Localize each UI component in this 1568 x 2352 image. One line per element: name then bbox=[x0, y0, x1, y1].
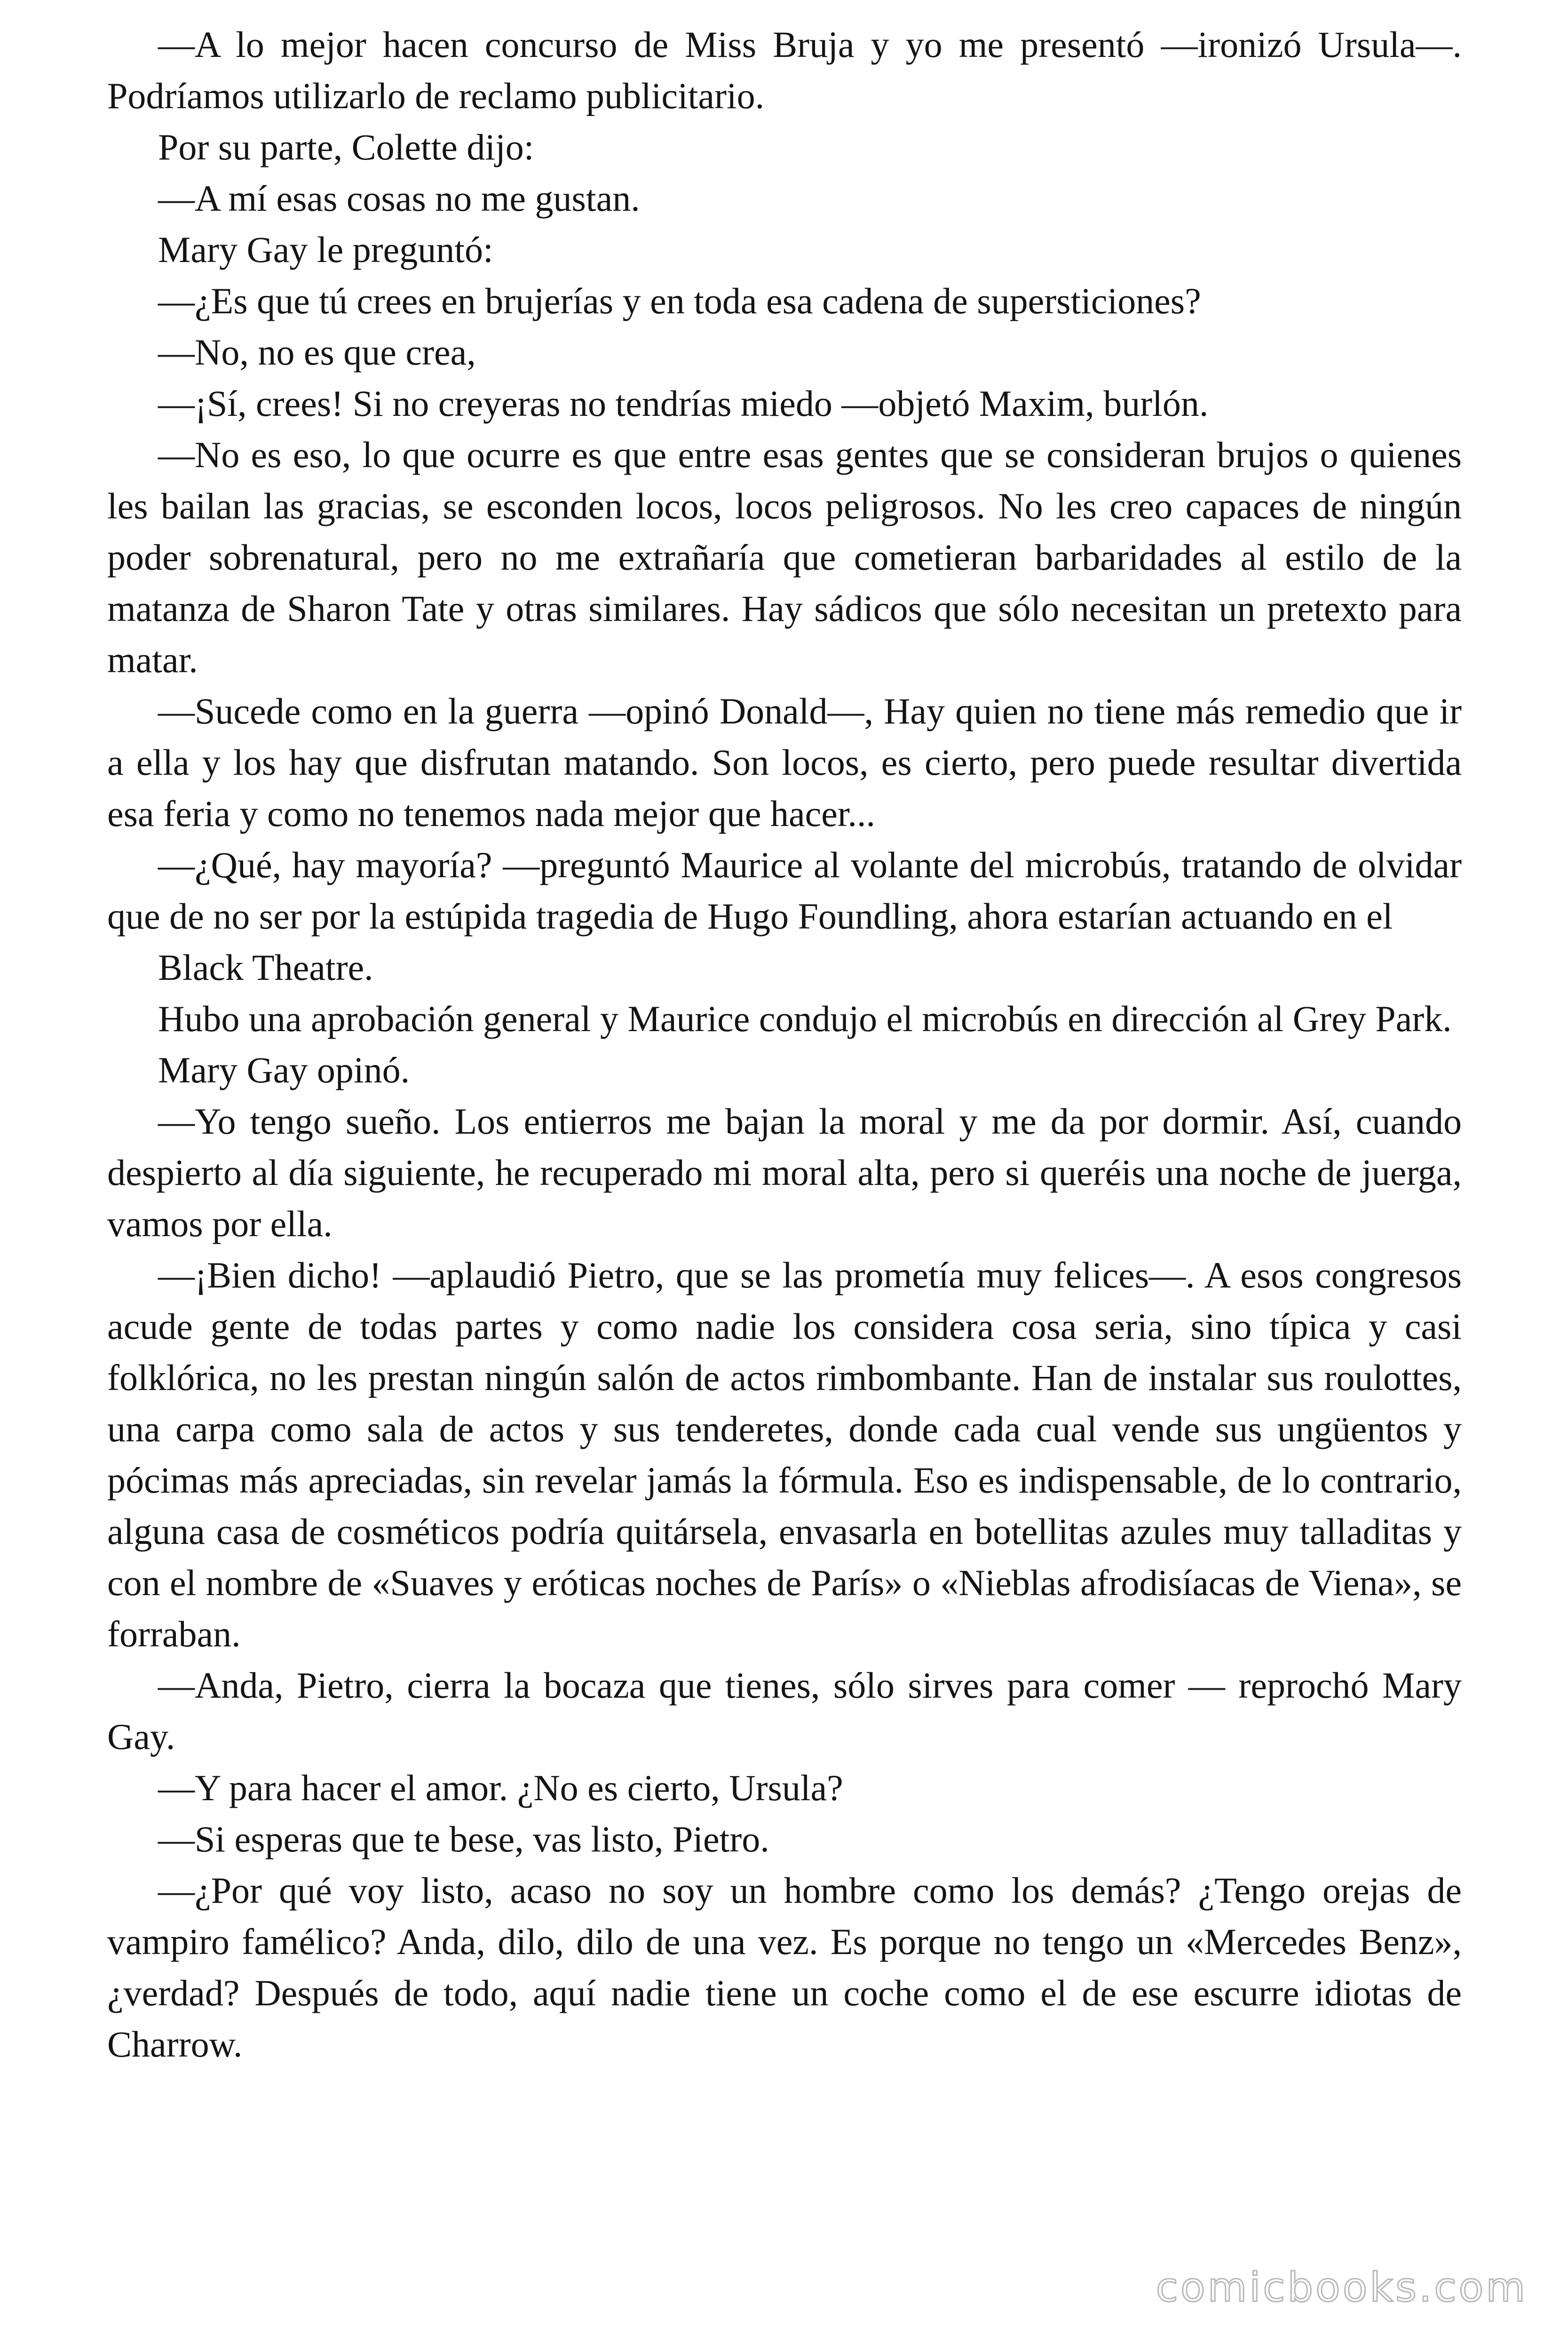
paragraph-5: —¿Es que tú crees en brujerías y en toda esa cadena de supersticiones? bbox=[158, 280, 1201, 321]
paragraph-17: —Y para hacer el amor. ¿No es cierto, Ursula? bbox=[158, 1767, 843, 1808]
paragraph-11: Black Theatre. bbox=[158, 947, 373, 988]
paragraph-6: —No, no es que crea, bbox=[158, 332, 476, 373]
paragraph-13: Mary Gay opinó. bbox=[158, 1049, 410, 1090]
paragraph-4: Mary Gay le preguntó: bbox=[158, 229, 493, 270]
paragraph-19: —¿Por qué voy listo, acaso no soy un hombre como los demás? ¿Tengo orejas de vampiro famélico? Anda, dilo, dilo de una vez. Es porque no tengo un «Mercedes Benz», ¿verdad? Después de todo, aquí nadie tiene un coche como el de ese escurre idiotas de Charrow. bbox=[107, 1870, 1462, 2065]
paragraph-12: Hubo una aprobación general y Maurice condujo el microbús en dirección al Grey Park. bbox=[158, 998, 1452, 1039]
paragraph-1: —A lo mejor hacen concurso de Miss Bruja y yo me presentó —ironizó Ursula—. Podríamos utilizarlo de reclamo publicitario. bbox=[107, 24, 1462, 116]
paragraph-8: —No es eso, lo que ocurre es que entre esas gentes que se consideran brujos o quienes les bailan las gracias, se esconden locos, locos peligrosos. No les creo capaces de ningún poder sobrenatural, pero no me extrañaría que cometieran barbaridades al estilo de la matanza de Sharon Tate y otras similares. Hay sádicos que sólo necesitan un pretexto para matar. bbox=[107, 434, 1462, 680]
site-watermark: comicbooks.com bbox=[1156, 2264, 1528, 2311]
paragraph-14: —Yo tengo sueño. Los entierros me bajan la moral y me da por dormir. Así, cuando despierto al día siguiente, he recuperado mi moral alta, pero si queréis una noche de juerga, vamos por ella. bbox=[107, 1101, 1462, 1244]
paragraph-9: —Sucede como en la guerra —opinó Donald—, Hay quien no tiene más remedio que ir a ella y los hay que disfrutan matando. Son locos, es cierto, pero puede resultar divertida esa feria y como no tenemos nada mejor que hacer... bbox=[107, 691, 1462, 834]
paragraph-10: —¿Qué, hay mayoría? —preguntó Maurice al volante del microbús, tratando de olvidar que de no ser por la estúpida tragedia de Hugo Foundling, ahora estarían actuando en el bbox=[107, 844, 1462, 937]
paragraph-18: —Si esperas que te bese, vas listo, Pietro. bbox=[158, 1819, 769, 1859]
paragraph-3: —A mí esas cosas no me gustan. bbox=[158, 178, 640, 219]
paragraph-2: Por su parte, Colette dijo: bbox=[158, 127, 534, 167]
book-page-text bbox=[107, 19, 1462, 2070]
paragraph-15: —¡Bien dicho! —aplaudió Pietro, que se las prometía muy felices—. A esos congresos acude gente de todas partes y como nadie los considera cosa seria, sino típica y casi folklórica, no les prestan ningún salón de actos rimbombante. Han de instalar sus roulottes, una carpa como sala de actos y sus tenderetes, donde cada cual vende sus ungüentos y pócimas más apreciadas, sin revelar jamás la fórmula. Eso es indispensable, de lo contrario, alguna casa de cosméticos podría quitársela, envasarla en botellitas azules muy talladitas y con el nombre de «Suaves y eróticas noches de París» o «Nieblas afrodisíacas de Viena», se forraban. bbox=[107, 1255, 1462, 1654]
paragraph-7: —¡Sí, crees! Si no creyeras no tendrías miedo —objetó Maxim, burlón. bbox=[158, 383, 1209, 424]
paragraph-16: —Anda, Pietro, cierra la bocaza que tienes, sólo sirves para comer — reprochó Mary Gay. bbox=[107, 1665, 1462, 1757]
